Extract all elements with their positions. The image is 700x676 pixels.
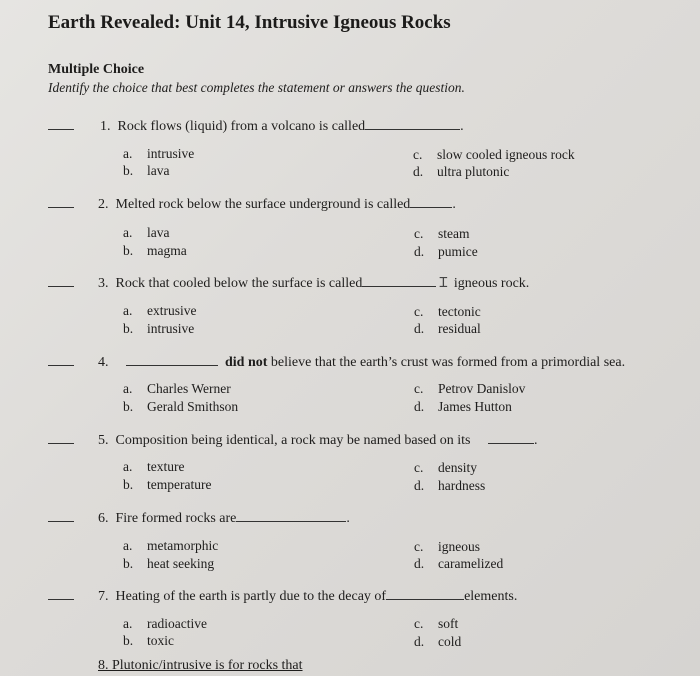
option-a: a. metamorphic — [123, 538, 219, 553]
answer-blank[interactable] — [48, 521, 74, 522]
question-end: . — [460, 119, 464, 134]
option-b: b. lava — [123, 163, 170, 178]
question-number: 1. — [100, 119, 111, 134]
option-a: a. intrusive — [123, 146, 195, 161]
fill-blank — [386, 585, 464, 600]
answer-blank[interactable] — [48, 286, 74, 287]
option-c: c. tectonic — [414, 304, 481, 319]
option-d: d. hardness — [414, 478, 486, 493]
section-heading: Multiple Choice — [48, 62, 145, 77]
option-a: a. extrusive — [123, 303, 197, 318]
answer-blank[interactable] — [48, 207, 74, 208]
option-a: a. lava — [123, 225, 170, 240]
question-end: . — [346, 511, 350, 526]
option-d: d. ultra plutonic — [413, 164, 510, 179]
option-b: b. magma — [123, 243, 187, 258]
option-b: b. temperature — [123, 477, 212, 492]
option-d: d. caramelized — [414, 556, 504, 571]
question-text: Rock that cooled below the surface is called — [115, 276, 363, 291]
option-d: d. residual — [414, 321, 481, 336]
question-4 — [0, 351, 700, 371]
fill-blank — [236, 507, 346, 522]
question-number: 7. — [98, 589, 109, 604]
section-instructions: Identify the choice that best completes the statement or answers the question. — [48, 80, 465, 95]
answer-blank[interactable] — [48, 443, 74, 444]
option-d: d. James Hutton — [414, 399, 512, 414]
option-c: c. soft — [414, 616, 459, 631]
answer-blank[interactable] — [48, 365, 74, 366]
question-end: . — [452, 197, 456, 212]
question-emphasis: did not — [225, 355, 268, 370]
question-number: 4. — [98, 355, 109, 370]
option-d: d. cold — [414, 634, 462, 649]
fill-blank — [488, 429, 534, 444]
question-3 — [0, 272, 700, 292]
question-number: 6. — [98, 511, 109, 526]
question-2 — [0, 193, 700, 213]
question-end: elements. — [464, 589, 518, 604]
question-8-cutoff: 8. Plutonic/intrusive is for rocks that — [98, 658, 303, 673]
question-text: Composition being identical, a rock may be named based on its — [115, 433, 471, 448]
option-c: c. steam — [414, 226, 470, 241]
option-b: b. heat seeking — [123, 556, 215, 571]
option-d: d. pumice — [414, 244, 478, 259]
question-7 — [0, 585, 700, 605]
question-number: 5. — [98, 433, 109, 448]
option-b: b. intrusive — [123, 321, 195, 336]
option-c: c. slow cooled igneous rock — [413, 147, 575, 162]
option-c: c. Petrov Danislov — [414, 381, 526, 396]
answer-blank[interactable] — [48, 129, 74, 130]
option-b: b. toxic — [123, 633, 174, 648]
question-text: Fire formed rocks are — [115, 511, 237, 526]
fill-blank — [365, 115, 460, 130]
question-number: 2. — [98, 197, 109, 212]
fill-blank — [362, 272, 436, 287]
fill-blank — [410, 193, 452, 208]
option-b: b. Gerald Smithson — [123, 399, 239, 414]
question-end: . — [533, 433, 538, 448]
option-c: c. igneous — [414, 539, 480, 554]
option-a: a. texture — [123, 459, 185, 474]
question-text: Melted rock below the surface underground is called — [115, 197, 411, 212]
question-text: believe that the earth’s crust was formed from a primordial sea. — [270, 355, 626, 370]
question-end: igneous rock. — [453, 276, 530, 291]
text-cursor-icon: Ɪ — [439, 276, 448, 291]
question-text: Rock flows (liquid) from a volcano is called — [117, 119, 366, 134]
question-6 — [0, 507, 700, 527]
option-a: a. radioactive — [123, 616, 207, 631]
question-text: Heating of the earth is partly due to the decay of — [115, 589, 387, 604]
question-number: 3. — [98, 276, 109, 291]
answer-blank[interactable] — [48, 599, 74, 600]
question-5 — [0, 429, 700, 449]
question-1 — [0, 115, 700, 135]
option-a: a. Charles Werner — [123, 381, 231, 396]
fill-blank — [126, 351, 218, 366]
option-c: c. density — [414, 460, 477, 475]
page-title: Earth Revealed: Unit 14, Intrusive Igneous Rocks — [48, 12, 451, 33]
